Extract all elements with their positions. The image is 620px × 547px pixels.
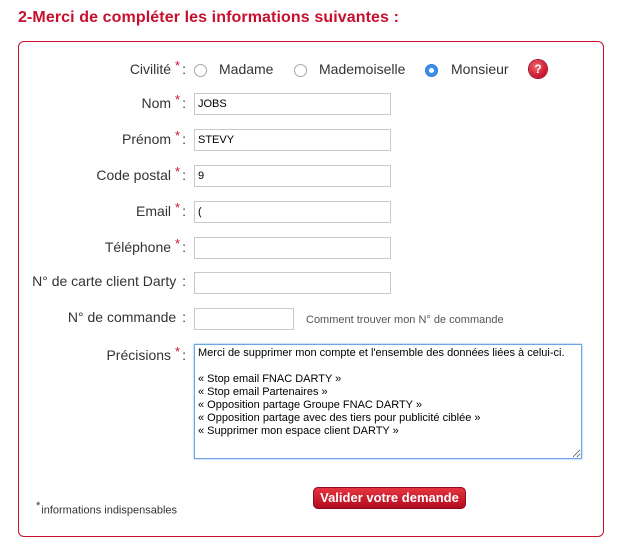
commande-hint-link[interactable]: Comment trouver mon N° de commande — [306, 314, 504, 326]
radio-mademoiselle[interactable] — [294, 64, 307, 77]
carte-client-input[interactable] — [194, 272, 391, 294]
radio-monsieur-label[interactable]: Monsieur — [451, 61, 509, 77]
footnote-mark: * — [36, 500, 41, 512]
precisions-textarea[interactable] — [194, 344, 582, 459]
section-title: 2-Merci de compléter les informations suivantes : — [18, 9, 400, 26]
carte-client-label: N° de carte client Darty : — [32, 273, 186, 289]
help-icon[interactable]: ? — [529, 60, 547, 78]
commande-input[interactable] — [194, 308, 294, 330]
commande-label: N° de commande : — [67, 309, 186, 325]
required-footnote: *informations indispensables — [36, 500, 178, 517]
required-mark: * — [175, 58, 181, 73]
prenom-label: Prénom * : — [122, 128, 186, 147]
radio-monsieur[interactable] — [425, 64, 438, 77]
radio-mademoiselle-label[interactable]: Mademoiselle — [319, 61, 406, 77]
code-postal-input[interactable] — [194, 165, 391, 187]
radio-madame[interactable] — [194, 64, 207, 77]
radio-madame-label[interactable]: Madame — [219, 61, 274, 77]
civilite-label: Civilité * : — [129, 58, 186, 77]
nom-input[interactable] — [194, 93, 391, 115]
email-input[interactable] — [194, 201, 391, 223]
telephone-label: Téléphone * : — [104, 236, 186, 255]
code-postal-label: Code postal * : — [96, 164, 186, 183]
precisions-label: Précisions * : — [106, 344, 186, 363]
email-label: Email * : — [136, 200, 186, 219]
prenom-input[interactable] — [194, 129, 391, 151]
telephone-input[interactable] — [194, 237, 391, 259]
nom-label: Nom * : — [141, 92, 186, 111]
submit-button[interactable]: Valider votre demande — [313, 487, 466, 509]
